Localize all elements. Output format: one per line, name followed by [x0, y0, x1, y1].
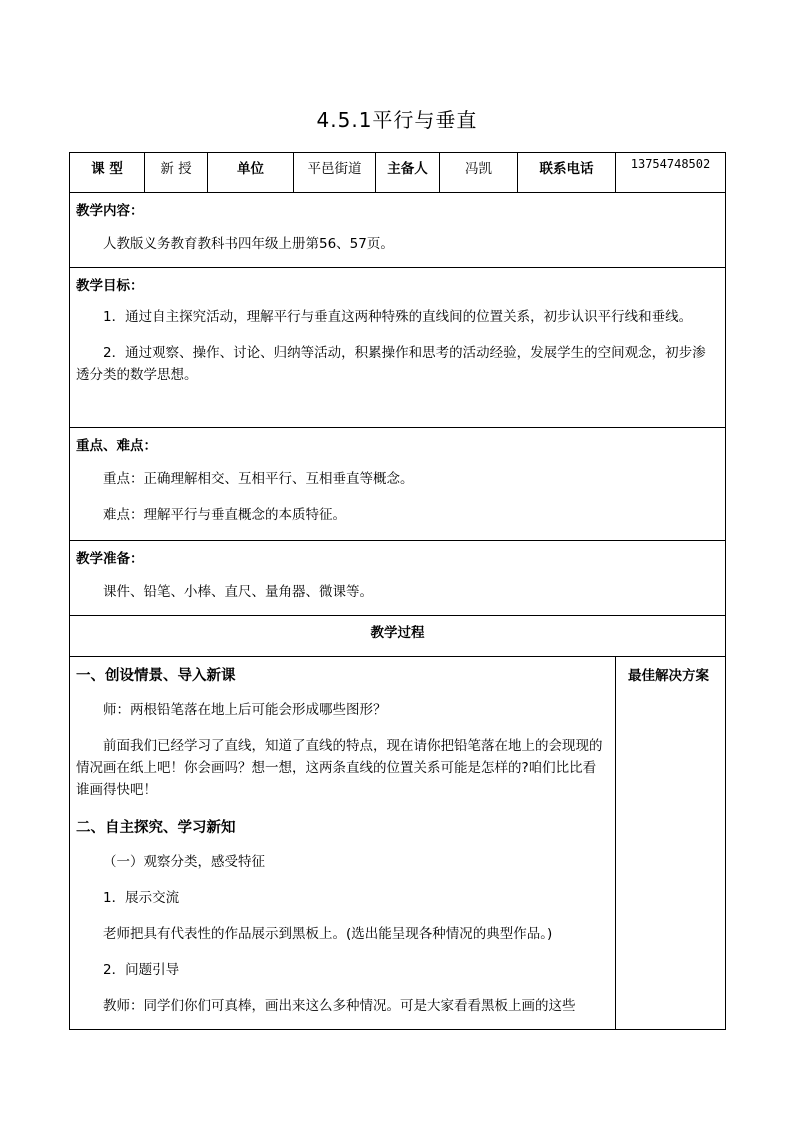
phone-value: 13754748502	[616, 153, 726, 193]
goal-item-1: 1．通过自主探究活动，理解平行与垂直这两种特殊的直线间的位置关系，初步认识平行线和垂线。	[103, 309, 693, 325]
section2-step1: 1．展示交流	[103, 890, 180, 906]
section2-p1: 老师把具有代表性的作品展示到黑板上。(选出能呈现各种情况的典型作品。)	[103, 926, 553, 942]
goals-label: 教学目标：	[76, 278, 144, 294]
preparer-label: 主备人	[376, 153, 440, 193]
section2-p2: 教师：同学们你们可真棒，画出来这么多种情况。可是大家看看黑板上画的这些	[103, 998, 576, 1014]
lesson-plan-table	[69, 152, 726, 1030]
section1-p1: 师：两根铅笔落在地上后可能会形成哪些图形？	[103, 702, 387, 718]
header-row	[70, 153, 726, 193]
section1-title: 一、创设情景、导入新课	[76, 668, 236, 684]
process-header-row	[70, 616, 726, 657]
keypoints-label: 重点、难点：	[76, 438, 157, 454]
process-label: 教学过程	[70, 616, 726, 657]
content-row	[70, 193, 726, 268]
keypoint-text: 重点：正确理解相交、互相平行、互相垂直等概念。	[103, 471, 414, 487]
phone-label: 联系电话	[518, 153, 616, 193]
content-text: 人教版义务教育教科书四年级上册第56、57页。	[103, 236, 394, 252]
goals-row	[70, 268, 726, 428]
page-title: 4.5.1平行与垂直	[316, 108, 478, 132]
unit-value: 平邑街道	[294, 153, 376, 193]
difficulty-text: 难点：理解平行与垂直概念的本质特征。	[103, 507, 346, 523]
section1-p2: 前面我们已经学习了直线，知道了直线的特点，现在请你把铅笔落在地上的会现现的情况画在纸上吧！你会画吗？想一想，这两条直线的位置关系可能是怎样的?咱们比比看谁画得快吧！	[76, 738, 603, 798]
type-value: 新 授	[145, 153, 208, 193]
keypoints-row	[70, 428, 726, 541]
type-label: 课 型	[70, 153, 145, 193]
prep-label: 教学准备：	[76, 551, 144, 567]
section2-subtitle: （一）观察分类，感受特征	[103, 854, 265, 870]
prep-text: 课件、铅笔、小棒、直尺、量角器、微课等。	[103, 584, 373, 600]
unit-label: 单位	[208, 153, 294, 193]
section2-step2: 2．问题引导	[103, 962, 180, 978]
process-body-row	[70, 657, 726, 1030]
section2-title: 二、自主探究、学习新知	[76, 820, 236, 836]
content-label: 教学内容：	[76, 203, 144, 219]
solution-label: 最佳解决方案	[628, 668, 709, 684]
goal-item-2: 2．通过观察、操作、讨论、归纳等活动，积累操作和思考的活动经验，发展学生的空间观念，初步渗透分类的数学思想。	[76, 345, 706, 383]
preparer-value: 冯凯	[440, 153, 518, 193]
prep-row	[70, 541, 726, 616]
